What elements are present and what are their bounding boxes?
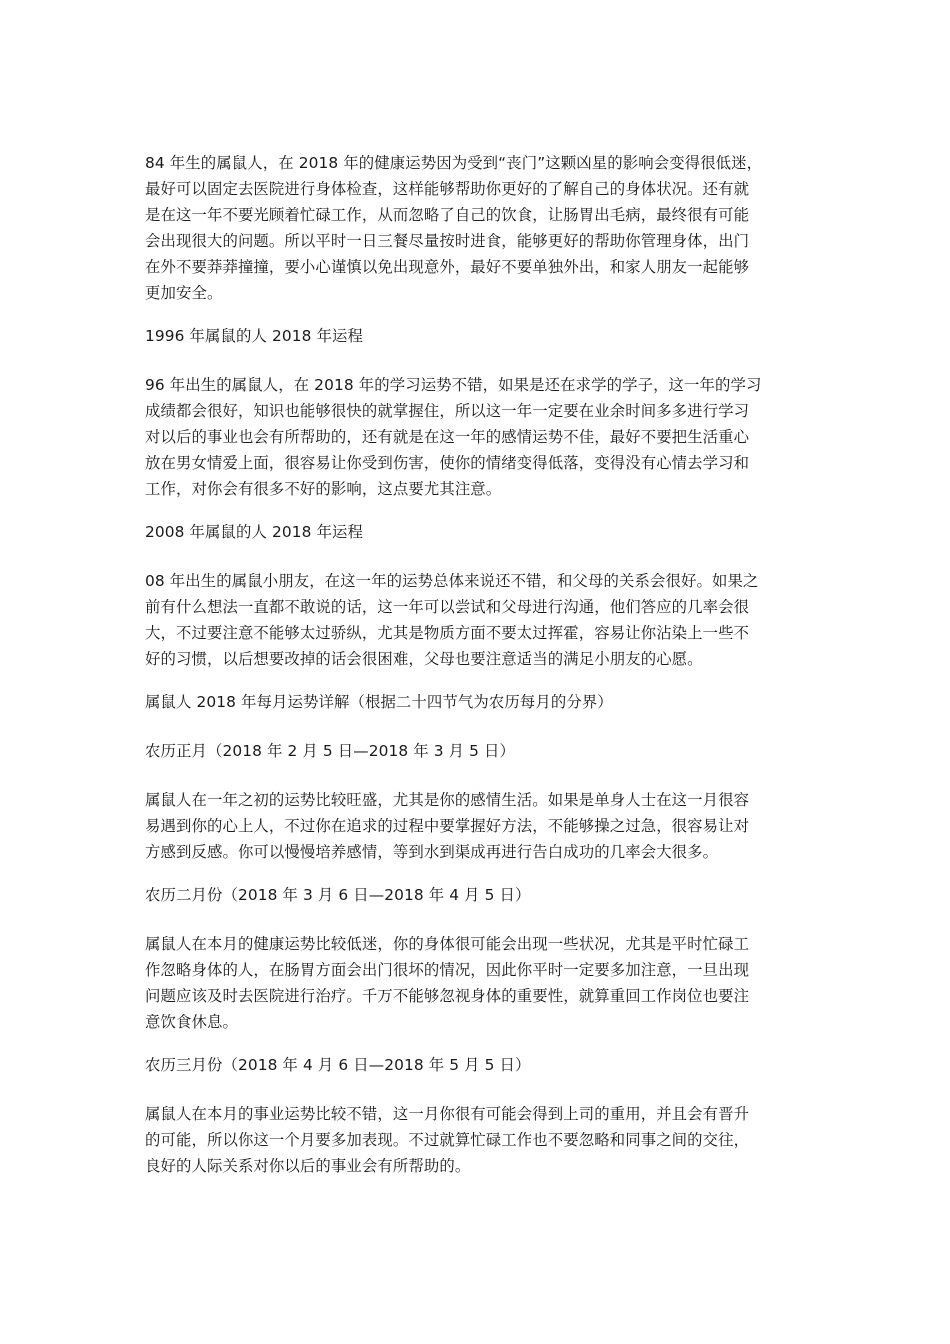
paragraph-month-1: 属鼠人在一年之初的运势比较旺盛，尤其是你的感情生活。如果是单身人士在这一月很容 易遇到你的心上人，不过你在追求的过程中要掌握好方法，不能够操之过急，很容易让对 方感到反感。你可以慢慢培养感情，等到水到渠成再进行告白成功的几率会大很多。 <box>145 791 750 861</box>
heading-2008: 2008 年属鼠的人 2018 年运程 <box>145 523 364 541</box>
heading-month-2: 农历二月份（2018 年 3 月 6 日—2018 年 4 月 5 日） <box>145 886 531 904</box>
heading-monthly-overview: 属鼠人 2018 年每月运势详解（根据二十四节气为农历每月的分界） <box>145 693 613 711</box>
paragraph-2008-kids: 08 年出生的属鼠小朋友，在这一年的运势总体来说还不错，和父母的关系会很好。如果之 前有什么想法一直都不敢说的话，这一年可以尝试和父母进行沟通，他们答应的几率会很 大，不过要注意不能够太过骄纵，尤其是物质方面不要太过挥霍，容易让你沾染上一些不 好的习惯，以后想要改掉的话会很困难，父母也要注意适当的满足小朋友的心愿。 <box>145 572 759 668</box>
paragraph-month-3: 属鼠人在本月的事业运势比较不错，这一月你很有可能会得到上司的重用，并且会有晋升 的可能，所以你这一个月要多加表现。不过就算忙碌工作也不要忽略和同事之间的交往， 良好的人际关系对你以后的事业会有所帮助的。 <box>145 1105 750 1175</box>
paragraph-month-2: 属鼠人在本月的健康运势比较低迷，你的身体很可能会出现一些状况，尤其是平时忙碌工 作忽略身体的人，在肠胃方面会出门很坏的情况，因此你平时一定要多加注意，一旦出现 问题应该及时去医院进行治疗。千万不能够忽视身体的重要性，就算重回工作岗位也要注 意饮食休息。 <box>145 935 750 1031</box>
heading-1996: 1996 年属鼠的人 2018 年运程 <box>145 327 364 345</box>
heading-month-1: 农历正月（2018 年 2 月 5 日—2018 年 3 月 5 日） <box>145 742 516 760</box>
paragraph-1984-health: 84 年生的属鼠人，在 2018 年的健康运势因为受到“丧门”这颗凶星的影响会变得很低迷， 最好可以固定去医院进行身体检查，这样能够帮助你更好的了解自己的身体状况。还有就 是在这一年不要光顾着忙碌工作，从而忽略了自己的饮食，让肠胃出毛病，最终很有可能 会出现很大的问题。所以平时一日三餐尽量按时进食，能够更好的帮助你管理身体，出门 在外不要莽莽撞撞，要小心谨慎以免出现意外，最好不要单独外出，和家人朋友一起能够 更加安全。 <box>145 154 763 302</box>
document-body <box>145 150 813 1179</box>
heading-month-3: 农历三月份（2018 年 4 月 6 日—2018 年 5 月 5 日） <box>145 1056 531 1074</box>
paragraph-1996-study: 96 年出生的属鼠人，在 2018 年的学习运势不错，如果是还在求学的学子，这一年的学习 成绩都会很好，知识也能够很快的就掌握住，所以这一年一定要在业余时间多多进行学习 对以后的事业也会有所帮助的，还有就是在这一年的感情运势不佳，最好不要把生活重心 放在男女情爱上面，很容易让你受到伤害，使你的情绪变得低落，变得没有心情去学习和 工作，对你会有很多不好的影响，这点要尤其注意。 <box>145 376 762 498</box>
